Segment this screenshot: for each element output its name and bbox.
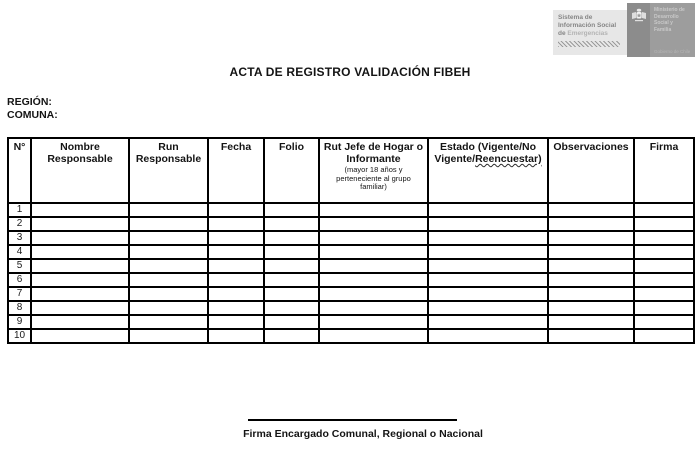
ministry-text: Desarrollo — [654, 13, 679, 20]
empty-cell — [129, 245, 208, 259]
empty-cell — [319, 301, 428, 315]
crest-strip — [627, 3, 650, 57]
empty-cell — [428, 259, 548, 273]
empty-cell — [264, 273, 319, 287]
table-row — [8, 231, 694, 245]
empty-cell — [319, 329, 428, 343]
empty-cell — [428, 287, 548, 301]
empty-cell — [264, 287, 319, 301]
region-label: REGIÓN: — [7, 96, 52, 108]
empty-cell — [548, 315, 634, 329]
empty-cell — [428, 203, 548, 217]
empty-cell — [31, 217, 129, 231]
empty-cell — [548, 217, 634, 231]
col-header-nombre-responsable: Nombre Responsable — [31, 138, 129, 203]
empty-cell — [31, 231, 129, 245]
empty-cell — [208, 315, 264, 329]
empty-cell — [548, 329, 634, 343]
col-header-numero: N° — [8, 138, 31, 203]
empty-cell — [634, 203, 694, 217]
empty-cell — [208, 273, 264, 287]
empty-cell — [634, 231, 694, 245]
table-row — [8, 203, 694, 217]
empty-cell — [31, 329, 129, 343]
row-number: 6 — [8, 273, 31, 287]
signature-line — [248, 419, 457, 421]
empty-cell — [319, 287, 428, 301]
row-number: 5 — [8, 259, 31, 273]
estado-header-line1: Estado (Vigente/No — [439, 141, 537, 153]
table-row — [8, 329, 694, 343]
empty-cell — [634, 315, 694, 329]
row-number: 7 — [8, 287, 31, 301]
empty-cell — [129, 329, 208, 343]
empty-cell — [208, 217, 264, 231]
row-number: 8 — [8, 301, 31, 315]
empty-cell — [634, 301, 694, 315]
empty-cell — [31, 287, 129, 301]
empty-cell — [548, 259, 634, 273]
registro-table — [7, 137, 695, 344]
comuna-label: COMUNA: — [7, 109, 58, 121]
empty-cell — [548, 203, 634, 217]
empty-cell — [264, 203, 319, 217]
empty-cell — [634, 245, 694, 259]
row-number: 2 — [8, 217, 31, 231]
col-header-folio: Folio — [264, 138, 319, 203]
empty-cell — [208, 301, 264, 315]
table-row — [8, 287, 694, 301]
location-fields — [7, 96, 58, 122]
table-row — [8, 273, 694, 287]
empty-cell — [31, 301, 129, 315]
ministry-text: Ministerio de — [654, 7, 685, 13]
empty-cell — [634, 273, 694, 287]
sies-logo-text: Información Social — [558, 22, 617, 29]
empty-cell — [548, 231, 634, 245]
table-row — [8, 245, 694, 259]
hatch-bar — [558, 41, 620, 47]
empty-cell — [634, 259, 694, 273]
empty-cell — [319, 245, 428, 259]
empty-cell — [129, 301, 208, 315]
table-row — [8, 217, 694, 231]
empty-cell — [208, 245, 264, 259]
row-number: 9 — [8, 315, 31, 329]
row-number: 4 — [8, 245, 31, 259]
empty-cell — [31, 203, 129, 217]
empty-cell — [129, 287, 208, 301]
empty-cell — [428, 217, 548, 231]
empty-cell — [264, 231, 319, 245]
empty-cell — [548, 301, 634, 315]
empty-cell — [264, 245, 319, 259]
col-header-rut-jefe-hogar — [319, 138, 428, 203]
empty-cell — [428, 329, 548, 343]
empty-cell — [634, 287, 694, 301]
empty-cell — [319, 273, 428, 287]
header-logo — [553, 3, 695, 57]
empty-cell — [129, 217, 208, 231]
empty-cell — [428, 245, 548, 259]
empty-cell — [31, 245, 129, 259]
empty-cell — [31, 315, 129, 329]
empty-cell — [264, 315, 319, 329]
empty-cell — [428, 315, 548, 329]
empty-cell — [129, 259, 208, 273]
sies-logo-text: de Emergencias — [558, 30, 608, 37]
ministry-logo — [627, 3, 695, 57]
empty-cell — [129, 273, 208, 287]
empty-cell — [264, 259, 319, 273]
col-header-fecha: Fecha — [208, 138, 264, 203]
empty-cell — [548, 273, 634, 287]
empty-cell — [428, 301, 548, 315]
row-number: 3 — [8, 231, 31, 245]
col-header-estado — [428, 138, 548, 203]
col-header-observaciones: Observaciones — [548, 138, 634, 203]
table-row — [8, 315, 694, 329]
empty-cell — [129, 231, 208, 245]
empty-cell — [264, 301, 319, 315]
empty-cell — [208, 203, 264, 217]
empty-cell — [31, 259, 129, 273]
empty-cell — [634, 217, 694, 231]
rut-header-note: (mayor 18 años y perteneciente al grupo familiar) — [336, 165, 411, 191]
empty-cell — [264, 329, 319, 343]
table-header-row — [8, 138, 694, 203]
empty-cell — [129, 315, 208, 329]
ministry-text: Familia — [654, 26, 672, 33]
sies-logo-text: Sistema de — [558, 14, 593, 21]
table-row — [8, 259, 694, 273]
col-header-run-responsable: Run Responsable — [129, 138, 208, 203]
gobierno-de-chile-text: Gobierno de Chile — [654, 49, 691, 54]
reencuestar-wavy-text: Reencuestar) — [475, 153, 542, 165]
empty-cell — [319, 217, 428, 231]
page-title: ACTA DE REGISTRO VALIDACIÓN FIBEH — [229, 65, 471, 79]
empty-cell — [319, 231, 428, 245]
empty-cell — [319, 203, 428, 217]
empty-cell — [634, 329, 694, 343]
empty-cell — [319, 259, 428, 273]
empty-cell — [208, 231, 264, 245]
empty-cell — [31, 273, 129, 287]
sies-logo — [553, 10, 627, 55]
rut-header-label: Rut Jefe de Hogar o Informante — [323, 141, 424, 165]
empty-cell — [208, 329, 264, 343]
ministry-text: Social y — [654, 20, 673, 26]
empty-cell — [208, 259, 264, 273]
empty-cell — [319, 315, 428, 329]
empty-cell — [428, 273, 548, 287]
empty-cell — [548, 245, 634, 259]
empty-cell — [428, 231, 548, 245]
empty-cell — [208, 287, 264, 301]
table-body — [8, 203, 694, 343]
ministry-panel — [650, 3, 695, 57]
empty-cell — [129, 203, 208, 217]
signature-caption: Firma Encargado Comunal, Regional o Nacional — [243, 428, 483, 440]
table-row — [8, 301, 694, 315]
row-number: 10 — [8, 329, 31, 343]
empty-cell — [264, 217, 319, 231]
row-number: 1 — [8, 203, 31, 217]
chile-coat-of-arms-icon — [631, 8, 647, 23]
col-header-firma: Firma — [634, 138, 694, 203]
empty-cell — [548, 287, 634, 301]
estado-header-line2: Vigente/Reencuestar) — [434, 153, 542, 165]
